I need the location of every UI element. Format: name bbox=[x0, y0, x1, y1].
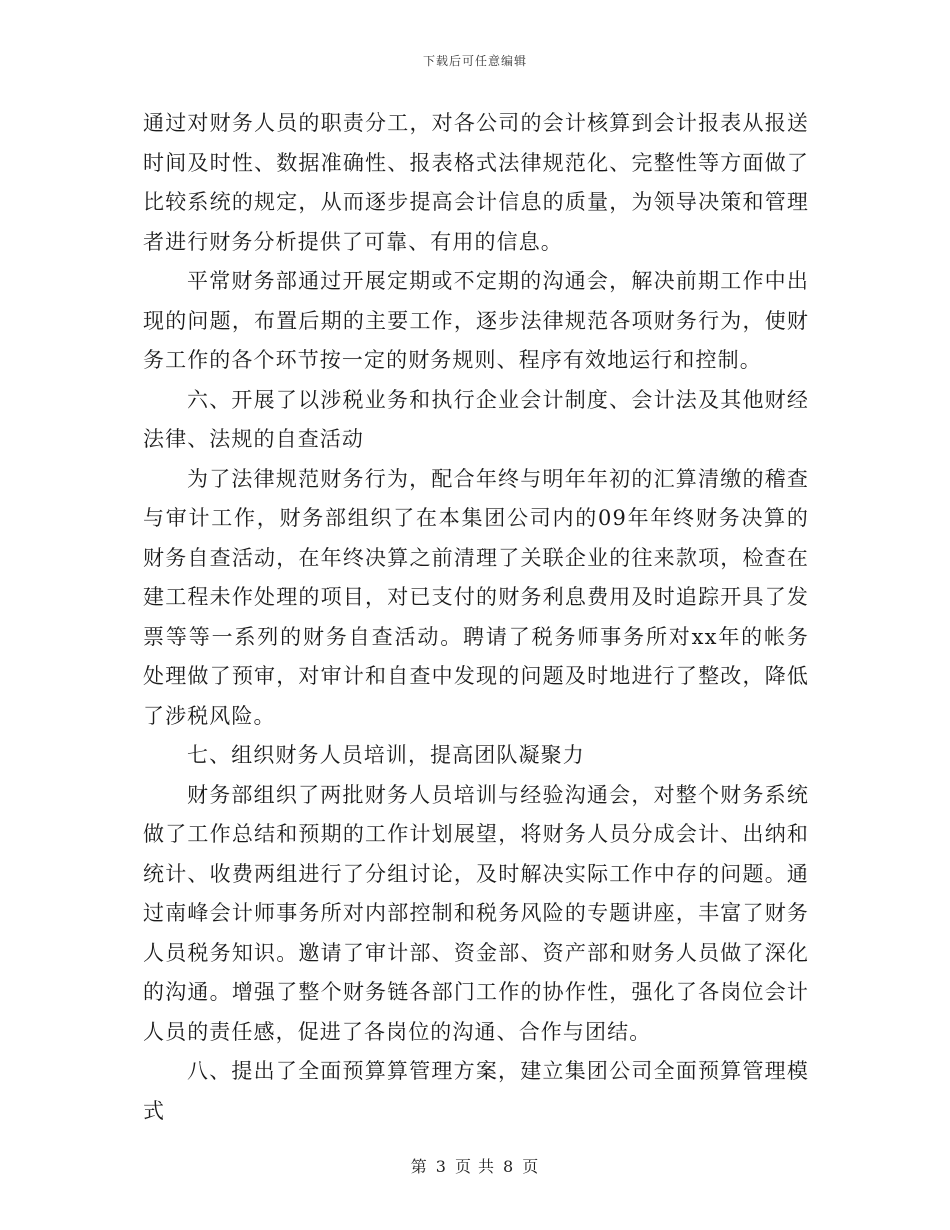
page-header: 下载后可任意编辑 bbox=[422, 54, 527, 68]
section-heading-seven: 七、组织财务人员培训，提高团队凝聚力 bbox=[187, 743, 585, 767]
footer-suffix: 页 bbox=[522, 1157, 540, 1176]
footer-middle: 页 共 bbox=[454, 1157, 496, 1176]
paragraph-continued: 通过对财务人员的职责分工，对各公司的会计核算到会计报表从报送时间及时性、数据准确性、报表格式法律规范化、完整性等方面做了比较系统的规定，从而逐步提高会计信息的质量，为领导决策和管理者进行财务分析提供了可靠、有用的信息。 bbox=[143, 111, 809, 254]
section-heading-six: 六、开展了以涉税业务和执行企业会计制度、会计法及其他财经法律、法规的自查活动 bbox=[143, 387, 809, 451]
paragraph-self-inspection: 为了法律规范财务行为，配合年终与明年年初的汇算清缴的稽查与审计工作，财务部组织了在本集团公司内的09年年终财务决算的财务自查活动，在年终决算之前清理了关联企业的往来款项，检查在建工程未作处理的项目，对已支付的财务利息费用及时追踪开具了发票等等一系列的财务自查活动。聘请了税务师事务所对xx年的帐务处理做了预审，对审计和自查中发现的问题及时地进行了整改，降低了涉税风险。 bbox=[143, 466, 809, 728]
document-body bbox=[143, 104, 809, 1131]
footer-prefix: 第 bbox=[410, 1157, 428, 1176]
footer-current-page: 3 bbox=[435, 1157, 447, 1176]
section-heading-eight: 八、提出了全面预算算管理方案，建立集团公司全面预算管理模式 bbox=[143, 1059, 809, 1123]
page-footer bbox=[0, 1154, 950, 1177]
paragraph-communication: 平常财务部通过开展定期或不定期的沟通会，解决前期工作中出现的问题，布置后期的主要工作，逐步法律规范各项财务行为，使财务工作的各个环节按一定的财务规则、程序有效地运行和控制。 bbox=[143, 269, 809, 372]
footer-total-pages: 8 bbox=[503, 1157, 515, 1176]
paragraph-training: 财务部组织了两批财务人员培训与经验沟通会，对整个财务系统做了工作总结和预期的工作计划展望，将财务人员分成会计、出纳和统计、收费两组进行了分组讨论，及时解决实际工作中存的问题。通过南峰会计师事务所对内部控制和税务风险的专题讲座，丰富了财务人员税务知识。邀请了审计部、资金部、资产部和财务人员做了深化的沟通。增强了整个财务链各部门工作的协作性，强化了各岗位会计人员的责任感，促进了各岗位的沟通、合作与团结。 bbox=[143, 782, 809, 1044]
